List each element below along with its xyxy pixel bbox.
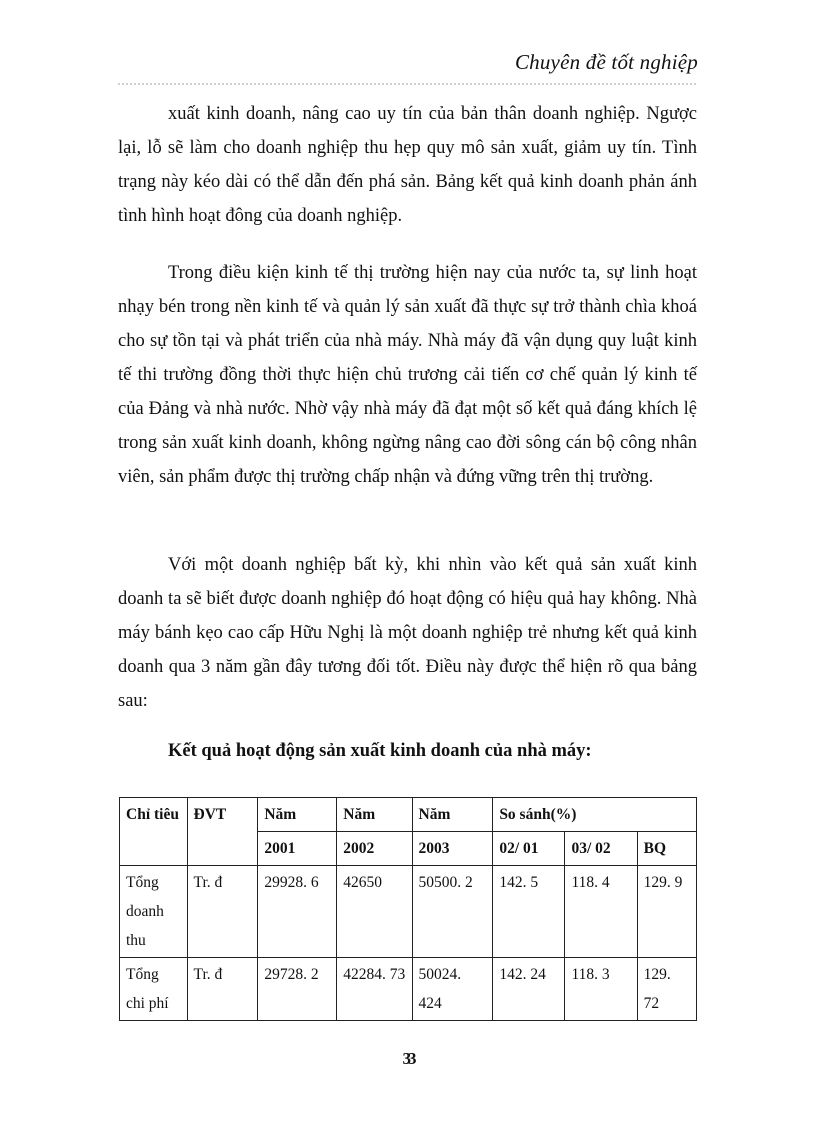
paragraph-1: xuất kinh doanh, nâng cao uy tín của bản thân doanh nghiệp. Ngược lại, lỗ sẽ làm cho doanh nghiệp thu hẹp quy mô sản xuất, giảm uy tín. Tình trạng này kéo dài có thể dẫn đến phá sản. Bảng kết quả kinh doanh phản ánh tình hình hoạt đông của doanh nghiệp. bbox=[118, 104, 697, 226]
header-year-label-2002: Năm bbox=[337, 798, 412, 832]
page-number: 33 bbox=[402, 1049, 414, 1068]
header-compare-bq: BQ bbox=[637, 832, 696, 866]
paragraph-1-block bbox=[118, 97, 697, 233]
table-title: Kết quả hoạt động sản xuất kinh doanh của nhà máy: bbox=[168, 741, 592, 761]
cell-compare-bq: 129. 9 bbox=[637, 866, 696, 958]
paragraph-3: Với một doanh nghiệp bất kỳ, khi nhìn vào kết quả sản xuất kinh doanh ta sẽ biết được doanh nghiệp đó hoạt động có hiệu quả hay không. Nhà máy bánh kẹo cao cấp Hữu Nghị là một doanh nghiệp trẻ nhưng kết quả kinh doanh qua 3 năm gần đây tương đối tốt. Điều này được thể hiện rõ qua bảng sau: bbox=[118, 555, 697, 711]
cell-compare-0201: 142. 5 bbox=[493, 866, 565, 958]
cell-2001: 29928. 6 bbox=[258, 866, 337, 958]
cell-2002: 42284. 73 bbox=[337, 958, 412, 1021]
paragraph-2: Trong điều kiện kinh tế thị trường hiện nay của nước ta, sự linh hoạt nhạy bén trong nền kinh tế và quản lý sản xuất đã thực sự trở thành chìa khoá cho sự tồn tại và phát triển của nhà máy. Nhà máy đã vận dụng quy luật kinh tế thi trường đồng thời thực hiện chủ trương cải tiến cơ chế quản lý kinh tế của Đảng và nhà nước. Nhờ vậy nhà máy đã đạt một số kết quả đáng khích lệ trong sản xuất kinh doanh, không ngừng nâng cao đời sông cán bộ công nhân viên, sản phẩm được thị trường chấp nhận và đứng vững trên thị trường. bbox=[118, 263, 697, 487]
cell-indicator: Tổng chi phí bbox=[120, 958, 188, 1021]
document-header: Chuyên đề tốt nghiệp bbox=[514, 50, 698, 74]
cell-compare-bq: 129. 72 bbox=[637, 958, 696, 1021]
results-table bbox=[119, 797, 697, 1021]
header-compare-0201: 02/ 01 bbox=[493, 832, 565, 866]
header-indicator: Chỉ tiêu bbox=[120, 798, 188, 866]
paragraph-3-block bbox=[118, 548, 697, 718]
cell-compare-0201: 142. 24 bbox=[493, 958, 565, 1021]
cell-2002: 42650 bbox=[337, 866, 412, 958]
header-compare: So sánh(%) bbox=[493, 798, 697, 832]
cell-indicator: Tổng doanh thu bbox=[120, 866, 188, 958]
header-year-2003: 2003 bbox=[412, 832, 493, 866]
header-year-label-2001: Năm bbox=[258, 798, 337, 832]
cell-unit: Tr. đ bbox=[187, 866, 258, 958]
header-compare-0302: 03/ 02 bbox=[565, 832, 637, 866]
header-unit: ĐVT bbox=[187, 798, 258, 866]
cell-unit: Tr. đ bbox=[187, 958, 258, 1021]
header-year-2002: 2002 bbox=[337, 832, 412, 866]
table-row bbox=[120, 866, 697, 958]
cell-2003: 50500. 2 bbox=[412, 866, 493, 958]
header-year-2001: 2001 bbox=[258, 832, 337, 866]
cell-2001: 29728. 2 bbox=[258, 958, 337, 1021]
header-year-label-2003: Năm bbox=[412, 798, 493, 832]
cell-compare-0302: 118. 3 bbox=[565, 958, 637, 1021]
cell-2003: 50024. 424 bbox=[412, 958, 493, 1021]
table-row bbox=[120, 958, 697, 1021]
table-header-row-1 bbox=[120, 798, 697, 832]
header-divider bbox=[118, 83, 698, 85]
paragraph-2-block bbox=[118, 256, 697, 494]
cell-compare-0302: 118. 4 bbox=[565, 866, 637, 958]
